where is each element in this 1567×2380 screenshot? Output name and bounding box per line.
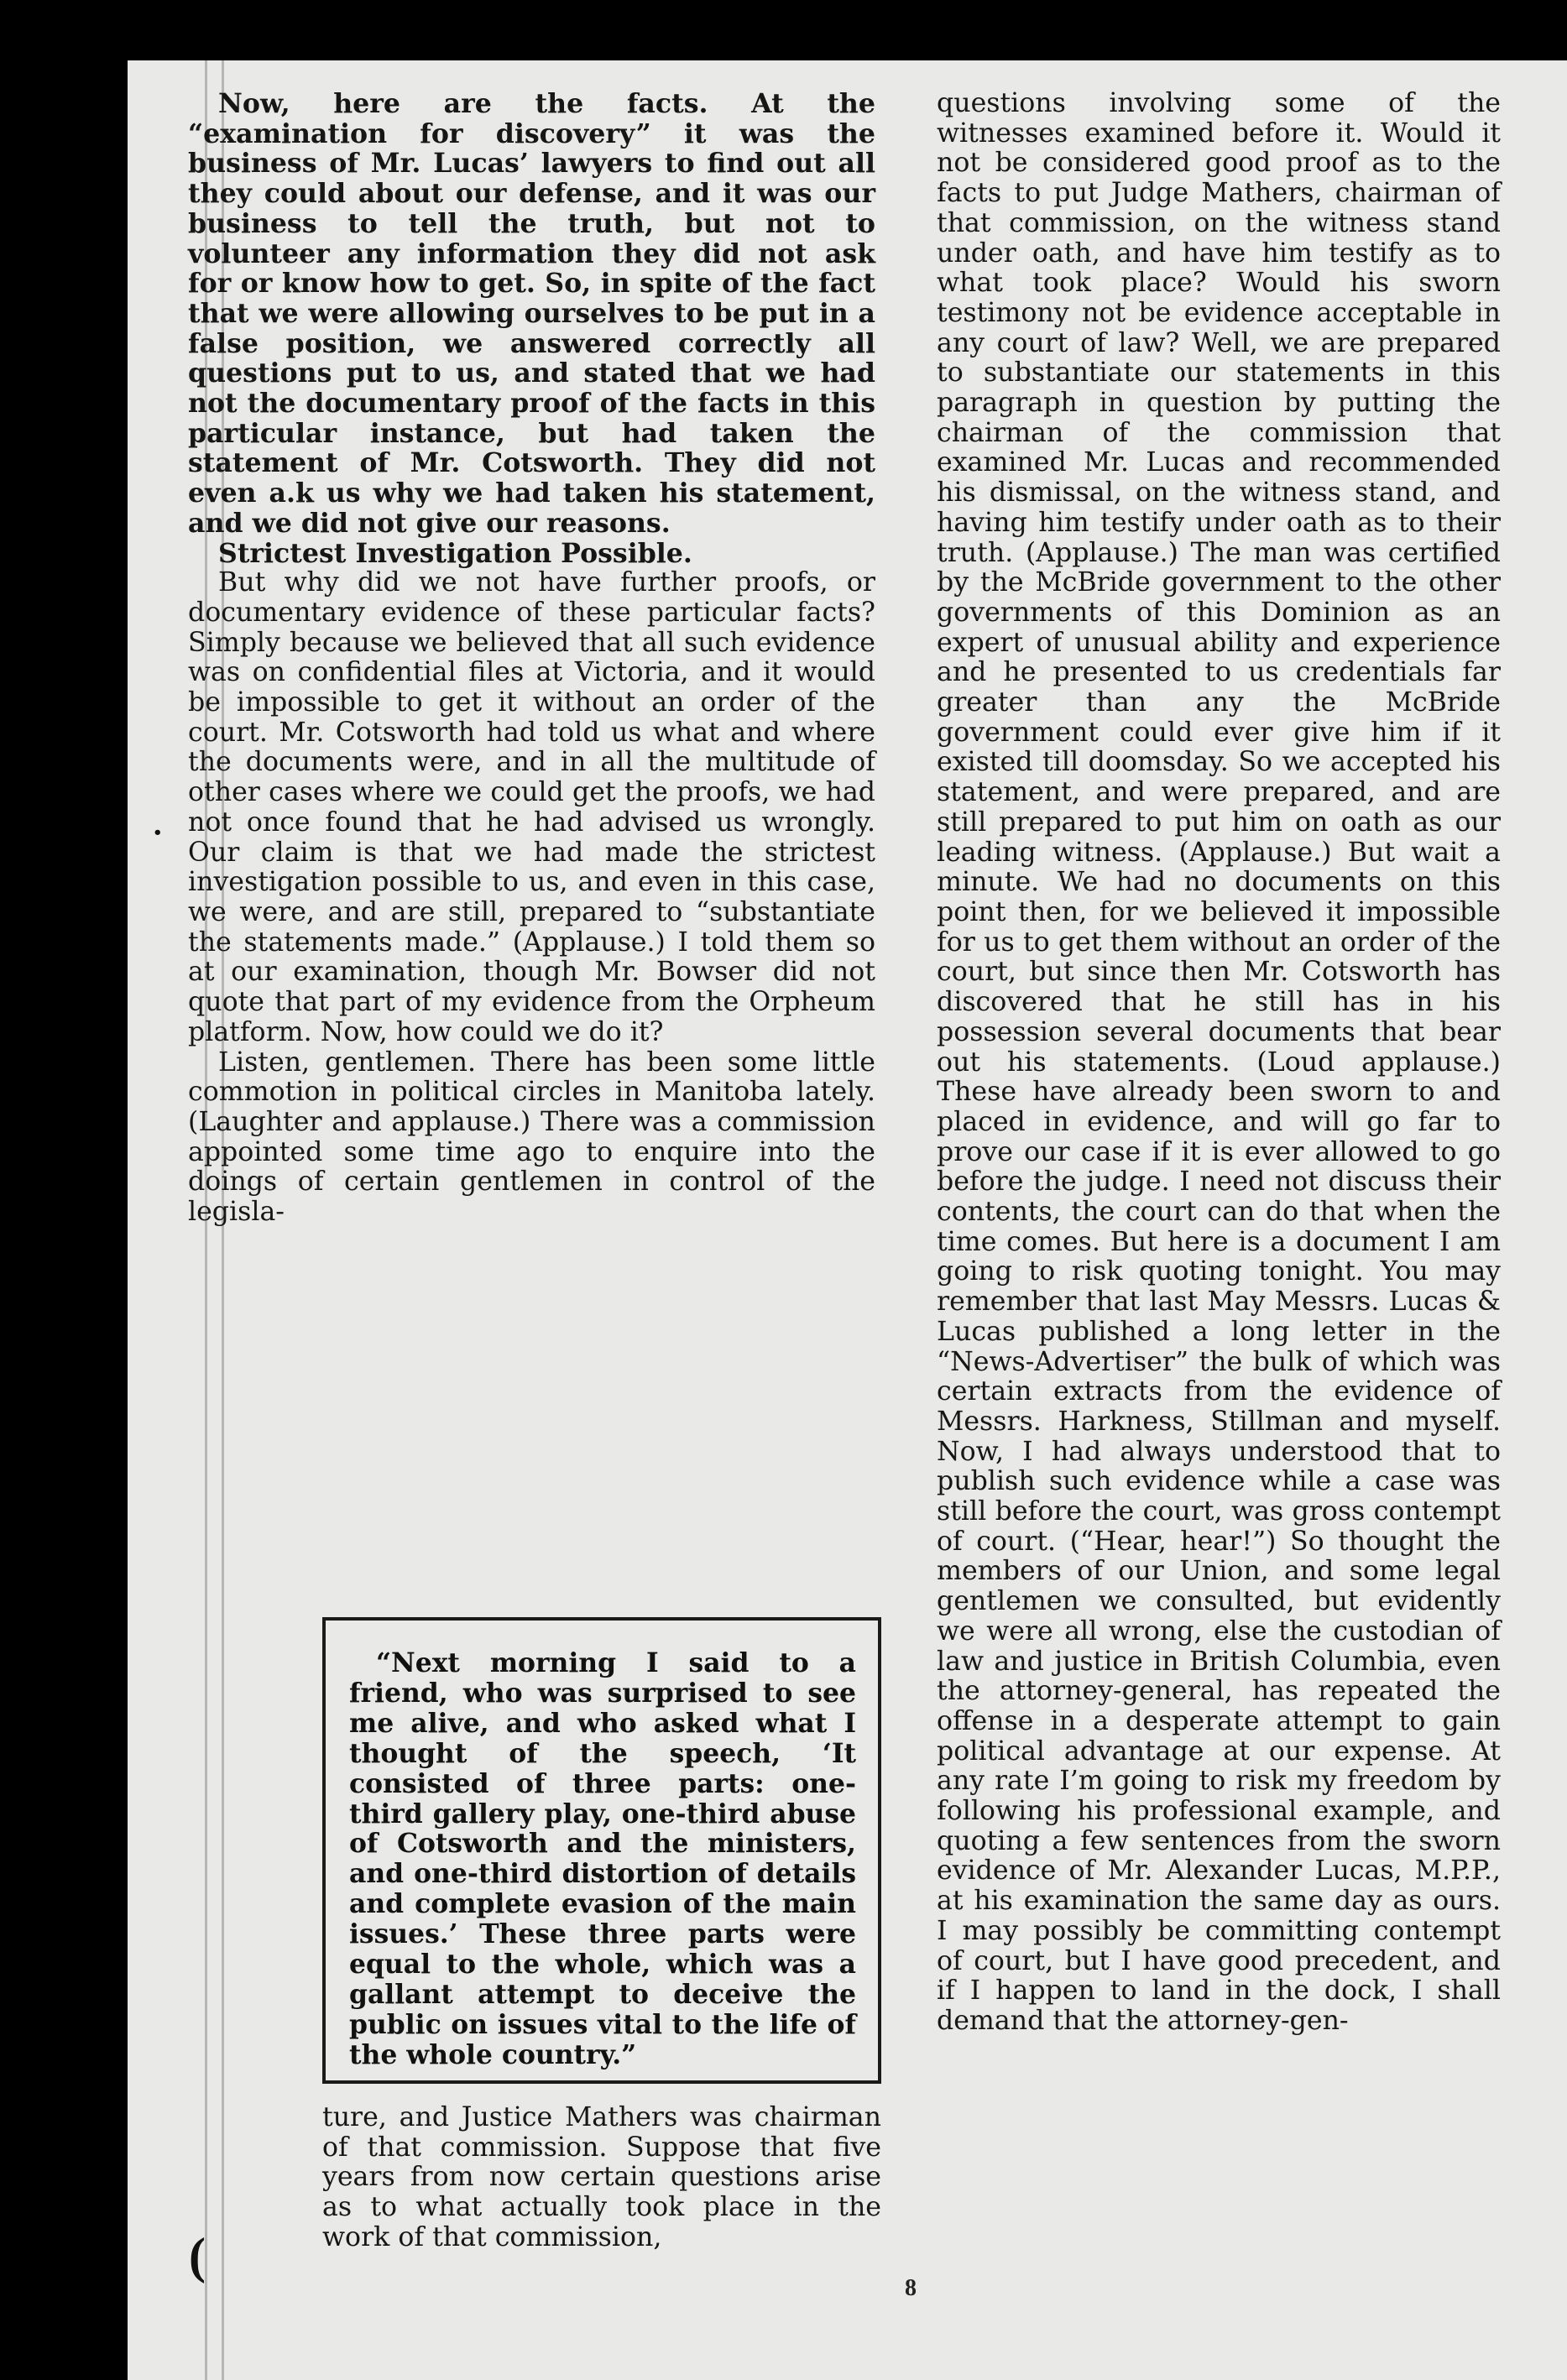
left-paragraph-4: ture, and Justice Mathers was chairman of that commission. Suppose that five years from now certain questions arise as to what actually took place in the work of that commission, [322, 2102, 881, 2252]
left-paragraph-3: Listen, gentlemen. There has been some little commotion in political circles in Manitoba lately. (Laughter and applause.) There was a commission appointed some time ago to enquire into the doings of certain gentlemen in control of the legisla- [188, 1046, 875, 1228]
left-column [188, 89, 875, 1228]
margin-dot: • [153, 824, 163, 842]
pull-quote-text: “Next morning I said to a friend, who was surprised to see me alive, and who asked what I thought of the speech, ‘It consisted of three parts: one-third gallery play, one-third abuse of Cotsworth and the ministers, and one-third distortion of details and complete evasion of the main issues.’ These three parts were equal to the whole, which was a gallant attempt to deceive the public on issues vital to the life of the whole country.” [349, 1648, 856, 2070]
right-paragraph-1: questions involving some of the witnesses examined before it. Would it not be considered good proof as to the facts to put Judge Mathers, chairman of that commission, on the witness stand under oath, and have him testify as to what took place? Would his sworn testimony not be evidence acceptable in any court of law? Well, we are prepared to substantiate our statements in this paragraph in question by putting the chairman of the commission that examined Mr. Lucas and recommended his dismissal, on the witness stand, and having him testify under oath as to their truth. (Applause.) The man was certified by the McBride government to the other governments of this Dominion as an expert of unusual ability and experience and he presented to us credentials far greater than any the McBride government could ever give him if it existed till doomsday. So we accepted his statement, and were prepared, and are still prepared to put him on oath as our leading witness. (Applause.) But wait a minute. We had no documents on this point then, for we believed it impossible for us to get them without an order of the court, but since then Mr. Cotsworth has discovered that he still has in his possession several documents that bear out his statements. (Loud applause.) These have already been sworn to and placed in evidence, and will go far to prove our case if it is ever allowed to go before the judge. I need not discuss their contents, the court can do that when the time comes. But here is a document I am going to risk quoting tonight. You may remember that last May Messrs. Lucas & Lucas published a long letter in the “News-Advertiser” the bulk of which was certain extracts from the evidence of Messrs. Harkness, Stillman and myself. Now, I had always understood that to publish such evidence while a case was still before the court, was gross contempt of court. (“Hear, hear!”) So thought the members of our Union, and some legal gentlemen we consulted, but evidently we were all wrong, else the custodian of law and justice in British Columbia, even the attorney-general, has repeated the offense in a desperate attempt to gain political advantage at our expense. At any rate I’m going to risk my freedom by following his professional example, and quoting a few sentences from the sworn evidence of Mr. Alexander Lucas, M.P.P., at his examination the same day as ours. I may possibly be committing contempt of court, but I have good precedent, and if I happen to land in the dock, I shall demand that the attorney-gen- [937, 88, 1501, 2036]
left-paragraph-1: Now, here are the facts. At the “examination for discovery” it was the business of Mr. Lucas’ lawyers to find out all they could about our defense, and it was our business to tell the truth, but not to volunteer any information they did not ask for or know how to get. So, in spite of the fact that we were allowing ourselves to be put in a false position, we answered correctly all questions put to us, and stated that we had not the documentary proof of the facts in this particular instance, but had taken the statement of Mr. Cotsworth. They did not even a.k us why we had taken his statement, and we did not give our reasons. [188, 88, 875, 539]
right-column [937, 89, 1501, 2037]
pull-quote-box [322, 1617, 881, 2084]
margin-mark: ( [189, 2228, 206, 2283]
left-column-continued [322, 2103, 881, 2253]
left-paragraph-2: But why did we not have further proofs, or documentary evidence of these particular facts? Simply because we believed that all such evidence was on confidential files at Victoria, and it would be impossible to get it without an order of the court. Mr. Cotsworth had told us what and where the documents were, and in all the multitude of other cases where we could get the proofs, we had not once found that he had advised us wrongly. Our claim is that we had made the strictest investigation possible to us, and even in this case, we were, and are still, prepared to “substantiate the statements made.” (Applause.) I told them so at our examination, though Mr. Bowser did not quote that part of my evidence from the Orpheum platform. Now, how could we do it? [188, 567, 875, 1047]
section-heading: Strictest Investigation Possible. [218, 537, 692, 569]
page-number: 8 [905, 2275, 917, 2301]
